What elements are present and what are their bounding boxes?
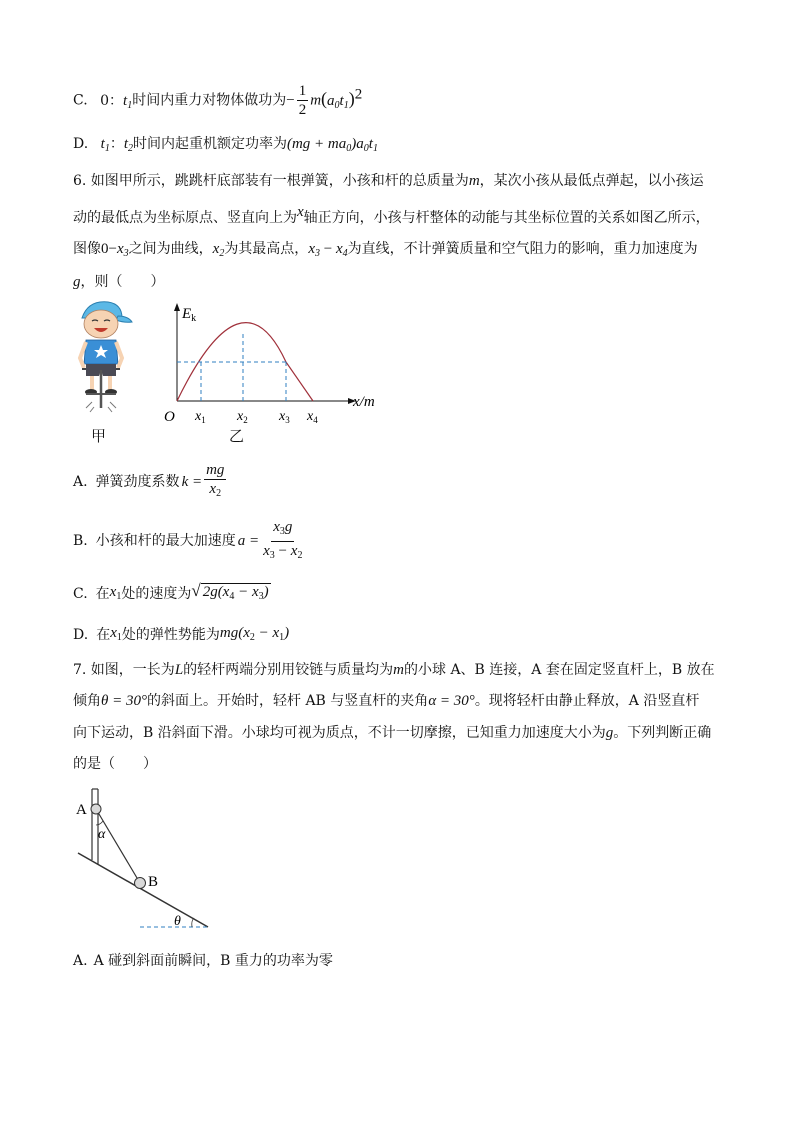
q7-option-a: A. A 碰到斜面前瞬间，B 重力的功率为零 — [73, 953, 333, 969]
ball-b — [135, 878, 146, 889]
math-x2: $x_2$ — [212, 241, 225, 259]
q7-stem-line3: 向下运动，B 沿斜面下滑。小球均可视为质点，不计一切摩擦，已知重力加速度大小为g。下列判断正确 — [73, 725, 712, 741]
math-sqrt: √ $2g(x_4 - x_3)$ — [191, 581, 269, 602]
math-x3: $x_3$ — [116, 241, 129, 259]
tick-x2: $x_2$ — [237, 409, 248, 425]
math-fraction: $\frac{mg}{x_2}$ — [206, 462, 225, 499]
q7-stem-line4: 的是（ ） — [73, 756, 157, 772]
option-d-prev — [73, 134, 378, 159]
math-x: x — [297, 204, 304, 220]
math-x1: $x_1$ — [110, 624, 122, 643]
math-m: m — [393, 662, 404, 678]
option-letter: C. — [73, 92, 88, 109]
math-fraction: $\frac{1}{2}$ — [298, 83, 307, 118]
figure-label-yi: 乙 — [229, 427, 245, 445]
y-axis-arrow — [174, 303, 180, 311]
tick-x1: $x_1$ — [195, 409, 206, 425]
math-t2: $t_2$ — [123, 136, 133, 154]
math-theta: θ = 30° — [101, 693, 147, 709]
y-axis-label: $E_k$ — [182, 306, 197, 324]
label-b: B — [148, 874, 159, 890]
math-k: k = — [181, 474, 203, 490]
option-text: 时间内重力对物体做功为 — [132, 92, 287, 109]
label-a: A — [76, 802, 87, 818]
math-t1b: $t_1$ — [339, 92, 349, 111]
math-power-expression: $(mg + ma_0)a_0t_1$ — [286, 136, 378, 154]
origin-label: O — [164, 409, 175, 425]
incline-rod-figure — [70, 785, 220, 935]
ball-a — [91, 804, 101, 814]
figure-label-jia: 甲 — [91, 427, 107, 445]
tick-x4: $x_4$ — [307, 409, 318, 425]
math-potential-expression: $mg(x_2 - x_1)$ — [219, 624, 290, 643]
label-theta: θ — [174, 914, 181, 929]
ek-x-graph — [160, 300, 390, 430]
math-m: m — [310, 92, 322, 109]
incline-surface — [78, 853, 208, 927]
q7-stem-line1: 7. 如图，一长为L的轻杆两端分别用铰链与质量均为m的小球 A、B 连接，A 套在固定竖直杆上，B 放在 — [73, 662, 715, 678]
math-a0: $a_0$ — [327, 92, 340, 111]
label-alpha: α — [98, 827, 106, 842]
math-t1: $t_1$ — [123, 92, 133, 111]
q6-option-c: C. 在 $x_1$ 处的速度为 √ $2g(x_4 - x_3)$ — [73, 582, 271, 606]
math-alpha: α = 30° — [428, 693, 475, 709]
option-text: 时间内起重机额定功率为 — [132, 136, 287, 152]
math-minus: − — [286, 92, 295, 109]
math-L: L — [174, 662, 184, 678]
q6-stem-line2: 动的最低点为坐标原点、竖直向上为$^x$轴正方向，小孩与杆整体的动能与其坐标位置的关系如图乙所示， — [73, 204, 710, 226]
option-text: 0： — [100, 92, 124, 109]
q6-stem-line4: g，则（ ） — [73, 274, 165, 290]
light-rod-ab — [96, 809, 140, 883]
math-x3-x4: $x_3 - x_4$ — [308, 241, 348, 259]
q6-stem-line3: 图像$0-x_3$之间为曲线，$x_2$为其最高点，$x_3 - x_4$为直线，不计弹簧质量和空气阻力的影响，重力加速度为 — [73, 241, 698, 259]
math-g: g — [73, 274, 81, 290]
math-t1: $t_1$ — [100, 136, 110, 154]
ek-line — [286, 362, 313, 401]
q6-option-a: A. 弹簧劲度系数 k = $\frac{mg}{x_2}$ — [73, 462, 228, 502]
math-fraction: $\frac{x_3g}{x_3 - x_2}$ — [263, 518, 303, 561]
x-axis-label: x/m — [353, 394, 375, 410]
math-square: 2 — [354, 86, 363, 103]
q6-stem-line1: 6. 如图甲所示，跳跳杆底部装有一根弹簧，小孩和杆的总质量为m，某次小孩从最低点弹起，以小孩运 — [73, 173, 704, 189]
q6-option-b: B. 小孩和杆的最大加速度 a = $\frac{x_3g}{x_3 - x_2}$ — [73, 521, 306, 561]
math-g: g — [605, 725, 614, 741]
q6-option-d: D. 在 $x_1$ 处的弹性势能为 $mg(x_2 - x_1)$ — [73, 623, 289, 647]
q7-stem-line2: 倾角θ = 30°的斜面上。开始时，轻杆 AB 与竖直杆的夹角α = 30°。现将轻杆由静止释放，A 沿竖直杆 — [73, 693, 700, 709]
option-c-prev: C. 0：$t_1$时间内重力对物体做功为− $\frac{1}{2}$ $m(a_0t_1)^2$ — [73, 83, 363, 118]
pogo-kid-figure — [72, 298, 138, 420]
option-text: ： — [109, 136, 124, 152]
tick-x3: $x_3$ — [279, 409, 290, 425]
option-letter: D. — [73, 136, 89, 152]
math-a: a = — [237, 533, 260, 549]
math-x1: $x_1$ — [109, 583, 122, 602]
math-m: m — [468, 173, 480, 189]
